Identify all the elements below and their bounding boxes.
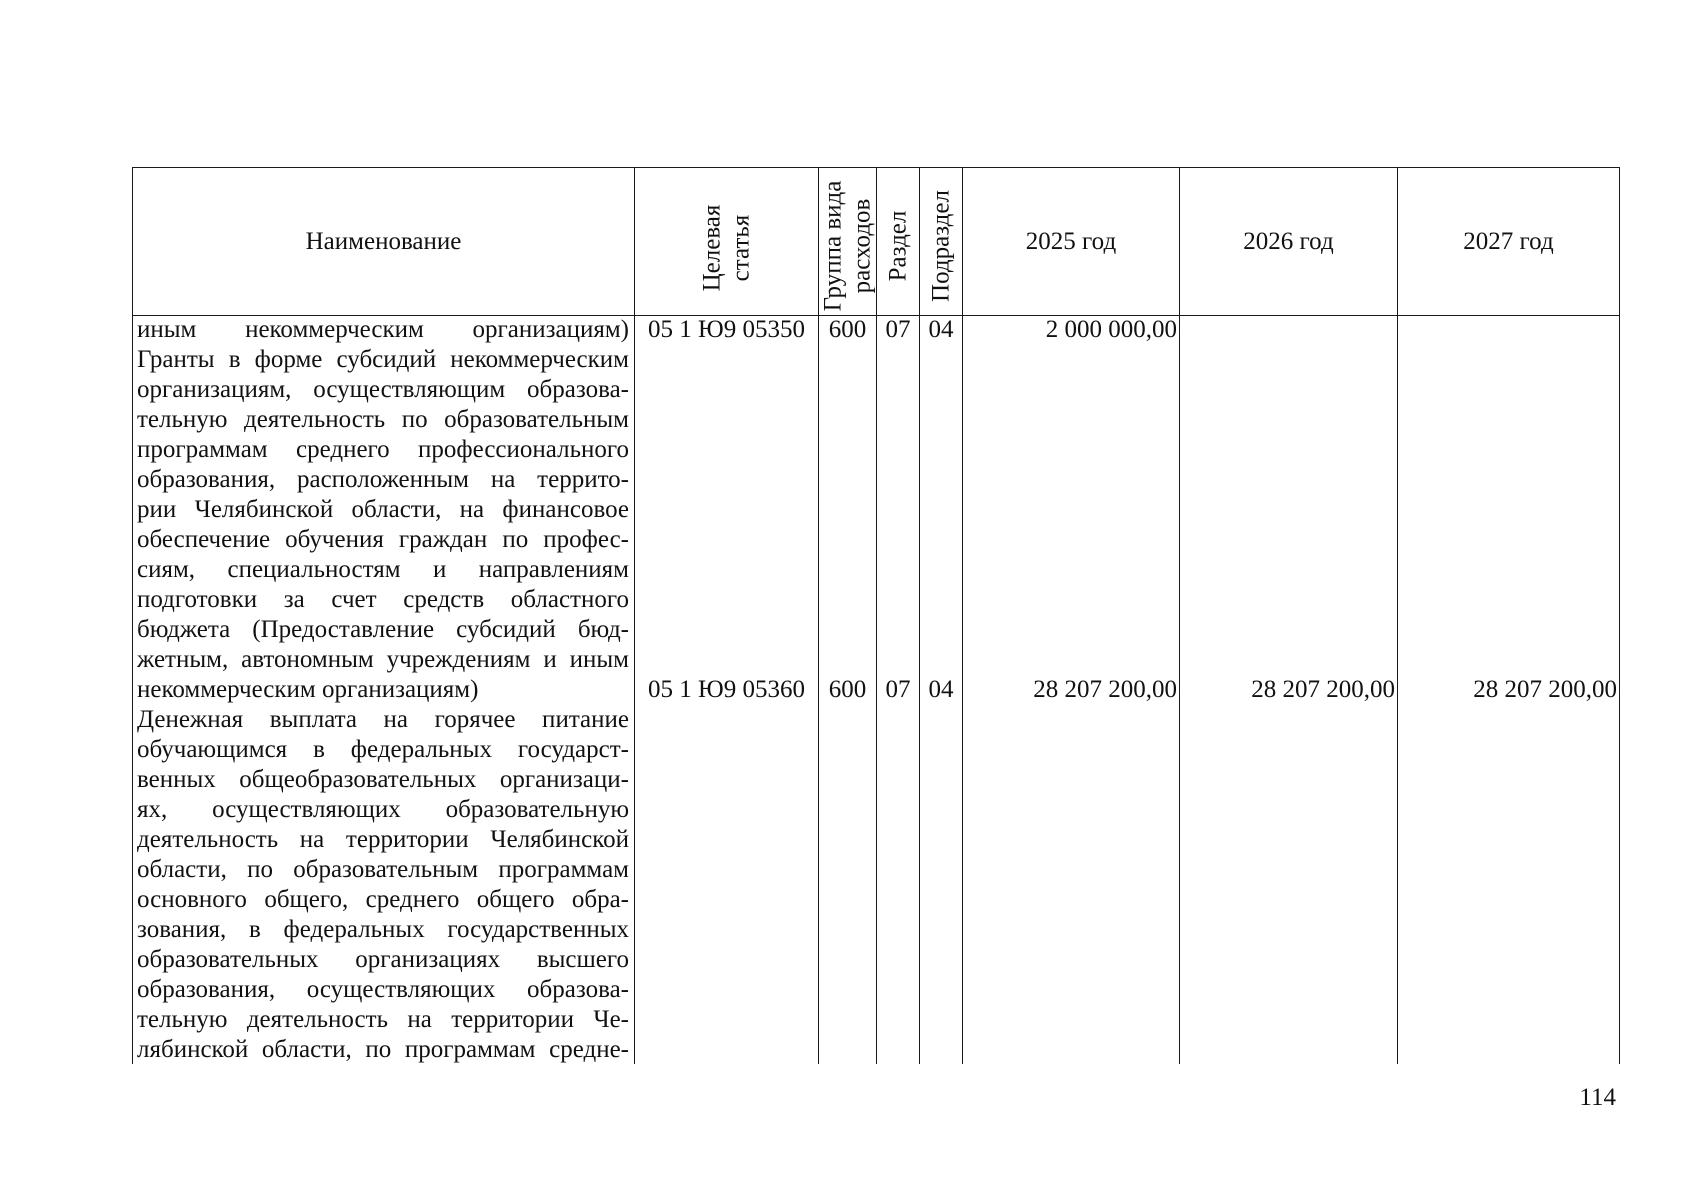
col-border-name	[634, 167, 635, 1064]
name-line: некоммерческим организациям)	[137, 676, 479, 703]
target-code: 05 1 Ю9 05350	[648, 316, 805, 343]
header-group-text: Группа вида расходов	[819, 180, 876, 312]
name-line: Денежная выплата на горячее питание	[137, 706, 629, 733]
header-section: Раздел	[884, 210, 911, 282]
name-line: организациям, осуществляющим образова-	[137, 376, 629, 403]
name-line: обеспечение обучения граждан по профес-	[137, 526, 629, 553]
name-line: жетным, автономным учреждениям и иным	[137, 646, 629, 673]
name-line: Гранты в форме субсидий некоммерческим	[137, 346, 629, 373]
target-code: 05 1 Ю9 05360	[648, 676, 805, 703]
subsection-code: 04	[928, 676, 954, 703]
header-subsection: Подраздел	[927, 190, 954, 302]
subsection-code: 04	[928, 316, 954, 343]
header-target-text: Целевая статья	[698, 204, 755, 292]
name-line: лябинской области, по программам средне-	[137, 1036, 629, 1063]
name-line: подготовки за счет средств областного	[137, 586, 629, 613]
name-line: ях, осуществляющих образовательную	[137, 796, 629, 823]
col-border-right	[1619, 167, 1620, 1064]
section-code: 07	[885, 676, 911, 703]
header-2025: 2025 год	[1025, 228, 1117, 255]
amount-2026: 28 207 200,00	[1251, 676, 1395, 703]
header-2026: 2026 год	[1243, 228, 1334, 255]
name-line: деятельность на территории Челябинской	[137, 826, 629, 853]
page-number: 114	[1579, 1084, 1616, 1111]
header-target	[697, 175, 757, 322]
name-line: обучающимся в федеральных государст-	[137, 736, 629, 763]
expense-group: 600	[828, 316, 867, 343]
header-name: Наименование	[305, 228, 462, 255]
header-group	[820, 173, 876, 320]
name-line: образования, расположенным на террито-	[137, 466, 629, 493]
name-column-text	[137, 315, 629, 1065]
name-line: тельную деятельность по образовательным	[137, 406, 629, 433]
section-code: 07	[885, 316, 911, 343]
name-line: венных общеобразовательных организаци-	[137, 766, 629, 793]
name-line: иным некоммерческим организациям)	[137, 316, 629, 343]
name-line: программам среднего профессионального	[137, 436, 629, 463]
header-2027: 2027 год	[1463, 228, 1554, 255]
name-line: рии Челябинской области, на финансовое	[137, 496, 629, 523]
name-line: образовательных организациях высшего	[137, 946, 629, 973]
expense-group: 600	[828, 676, 867, 703]
name-line: области, по образовательным программам	[137, 856, 629, 883]
name-line: тельную деятельность на территории Че-	[137, 1006, 629, 1033]
name-line: основного общего, среднего общего обра-	[137, 886, 629, 913]
amount-2025: 2 000 000,00	[1045, 316, 1177, 343]
amount-2027: 28 207 200,00	[1473, 676, 1617, 703]
name-line: бюджета (Предоставление субсидий бюд-	[137, 616, 629, 643]
name-line: образования, осуществляющих образова-	[137, 976, 629, 1003]
amount-2025: 28 207 200,00	[1033, 676, 1177, 703]
name-line: зования, в федеральных государственных	[137, 916, 629, 943]
name-line: сиям, специальностям и направлениям	[137, 556, 629, 583]
